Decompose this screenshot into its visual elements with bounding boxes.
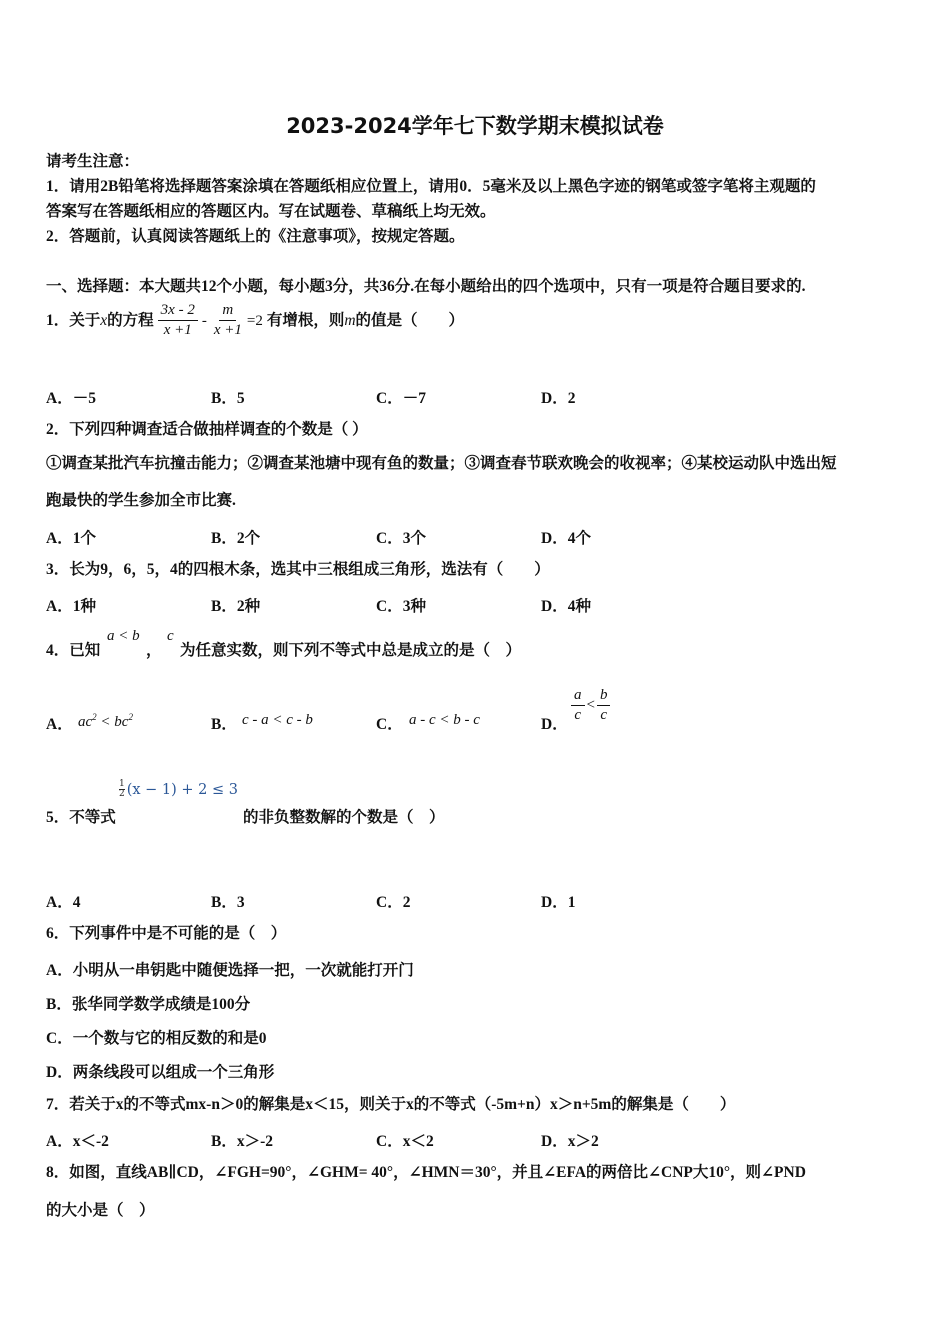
q1-var-x: x bbox=[100, 311, 108, 329]
q3-option-c[interactable]: C．3种 bbox=[376, 598, 426, 615]
q5-half bbox=[119, 780, 125, 799]
q5-option-b[interactable]: B．3 bbox=[211, 894, 245, 911]
q1-fraction-1-den: x +1 bbox=[163, 322, 192, 338]
q4-condition: a < b bbox=[107, 628, 140, 644]
q5-option-d[interactable]: D．1 bbox=[541, 894, 576, 911]
q6-option-a[interactable]: A．小明从一串钥匙中随便选择一把，一次就能打开门 bbox=[46, 962, 414, 979]
notice-heading: 请考生注意： bbox=[46, 153, 140, 170]
q4-option-b-label[interactable]: B． bbox=[211, 716, 237, 733]
q1-post: 有增根，则 bbox=[266, 311, 345, 329]
q2-option-d[interactable]: D．4个 bbox=[541, 530, 591, 547]
q4-post: 为任意实数，则下列不等式中总是成立的是（ ） bbox=[180, 642, 522, 659]
question-1-stem bbox=[46, 302, 464, 339]
q1-minus: - bbox=[201, 312, 207, 329]
q5-option-a[interactable]: A．4 bbox=[46, 894, 81, 911]
q4-option-d-frac-1-den: c bbox=[574, 707, 582, 723]
q3-option-b[interactable]: B．2种 bbox=[211, 598, 261, 615]
q1-option-a[interactable]: A．－5 bbox=[46, 390, 96, 407]
q3-option-a[interactable]: A．1种 bbox=[46, 598, 96, 615]
q4-option-a-expr bbox=[78, 712, 133, 731]
q7-option-a[interactable]: A．x＜-2 bbox=[46, 1133, 109, 1150]
question-3-stem: 3．长为9，6，5，4的四根木条，选其中三根组成三角形，选法有（ ） bbox=[46, 561, 550, 578]
q1-prefix: 1．关于 bbox=[46, 311, 101, 329]
question-8-line-2: 的大小是（ ） bbox=[46, 1202, 155, 1219]
q5-post: 的非负整数解的个数是（ ） bbox=[243, 809, 445, 826]
q2-option-b[interactable]: B．2个 bbox=[211, 530, 261, 547]
q4-option-a-sq1: 2 bbox=[92, 712, 97, 722]
q4-option-c-expr: a - c < b - c bbox=[409, 712, 480, 728]
notice-line-2: 答案写在答题纸相应的答题区内。写在试题卷、草稿纸上均无效。 bbox=[46, 203, 496, 220]
q5-half-den: 2 bbox=[119, 789, 125, 799]
q6-option-d[interactable]: D．两条线段可以组成一个三角形 bbox=[46, 1064, 275, 1081]
q4-option-d-frac-2 bbox=[597, 687, 611, 724]
q2-items-line-2: 跑最快的学生参加全市比赛. bbox=[46, 492, 236, 509]
q4-option-a-bc: < bc bbox=[96, 714, 129, 730]
q4-prefix: 4．已知 bbox=[46, 642, 101, 659]
page-title: 2023-2024学年七下数学期末模拟试卷 bbox=[286, 114, 664, 138]
q6-option-c[interactable]: C．一个数与它的相反数的和是0 bbox=[46, 1030, 267, 1047]
q1-fraction-2-num: m bbox=[219, 302, 236, 321]
q4-option-d-label[interactable]: D． bbox=[541, 716, 568, 733]
q4-option-a-ac: ac bbox=[78, 714, 93, 730]
q1-fraction-2-den: x +1 bbox=[213, 322, 242, 338]
q1-var-m: m bbox=[344, 311, 356, 329]
notice-line-1: 1．请用2B铅笔将选择题答案涂填在答题纸相应位置上，请用0．5毫米及以上黑色字迹的钢笔或签字笔将主观题的 bbox=[46, 178, 816, 195]
q4-option-d-frac-2-den: c bbox=[600, 707, 608, 723]
question-7-stem: 7．若关于x的不等式mx-n＞0的解集是x＜15，则关于x的不等式（-5m+n）x＞n+5m的解集是（ ） bbox=[46, 1096, 736, 1113]
q7-option-c[interactable]: C．x＜2 bbox=[376, 1133, 434, 1150]
q2-option-a[interactable]: A．1个 bbox=[46, 530, 96, 547]
q4-option-d-frac-1 bbox=[571, 687, 585, 724]
q6-option-b[interactable]: B．张华同学数学成绩是100分 bbox=[46, 996, 251, 1013]
q1-equals: =2 bbox=[246, 312, 263, 329]
q3-option-d[interactable]: D．4种 bbox=[541, 598, 591, 615]
section-heading: 一、选择题：本大题共12个小题，每小题3分，共36分.在每小题给出的四个选项中，只有一项是符合题目要求的. bbox=[46, 278, 806, 295]
q1-fraction-1 bbox=[158, 302, 198, 339]
q4-option-d-expr bbox=[571, 687, 610, 724]
q4-option-a-label[interactable]: A． bbox=[46, 716, 73, 733]
q2-option-c[interactable]: C．3个 bbox=[376, 530, 426, 547]
q1-mid: 的方程 bbox=[107, 311, 154, 329]
q7-option-b[interactable]: B．x＞-2 bbox=[211, 1133, 274, 1150]
q4-var-c: c bbox=[167, 628, 174, 644]
q1-fraction-1-num: 3x - 2 bbox=[158, 302, 198, 321]
q4-option-d-frac-2-num: b bbox=[597, 687, 611, 706]
q4-comma: ， bbox=[146, 642, 162, 659]
q4-option-d-lt: < bbox=[586, 697, 595, 713]
q4-option-d-frac-1-num: a bbox=[571, 687, 585, 706]
q4-option-a-sq2: 2 bbox=[128, 712, 133, 722]
q1-option-b[interactable]: B．5 bbox=[211, 390, 245, 407]
q1-fraction-2 bbox=[211, 302, 245, 339]
q5-half-num: 1 bbox=[119, 779, 125, 789]
q5-option-c[interactable]: C．2 bbox=[376, 894, 411, 911]
question-6-stem: 6．下列事件中是不可能的是（ ） bbox=[46, 925, 287, 942]
q2-items-line-1: ①调查某批汽车抗撞击能力；②调查某池塘中现有鱼的数量；③调查春节联欢晚会的收视率；④某校运动队中选出短 bbox=[46, 455, 837, 472]
q5-prefix: 5．不等式 bbox=[46, 809, 116, 826]
q4-option-c-label[interactable]: C． bbox=[376, 716, 403, 733]
q5-inequality bbox=[119, 780, 238, 799]
q5-expr: (x − 1) + 2 ≤ 3 bbox=[126, 781, 239, 798]
q1-option-d[interactable]: D．2 bbox=[541, 390, 576, 407]
q1-option-c[interactable]: C．－7 bbox=[376, 390, 426, 407]
question-8-line-1: 8．如图，直线AB∥CD，∠FGH=90°，∠GHM= 40°，∠HMN＝30°，并且∠EFA的两倍比∠CNP大10°，则∠PND bbox=[46, 1164, 806, 1181]
q1-end: 的值是（ ） bbox=[355, 311, 465, 329]
notice-line-3: 2．答题前，认真阅读答题纸上的《注意事项》，按规定答题。 bbox=[46, 228, 465, 245]
q7-option-d[interactable]: D．x＞2 bbox=[541, 1133, 599, 1150]
q4-option-b-expr: c - a < c - b bbox=[242, 712, 313, 728]
question-2-stem: 2．下列四种调查适合做抽样调查的个数是（ ） bbox=[46, 421, 368, 438]
